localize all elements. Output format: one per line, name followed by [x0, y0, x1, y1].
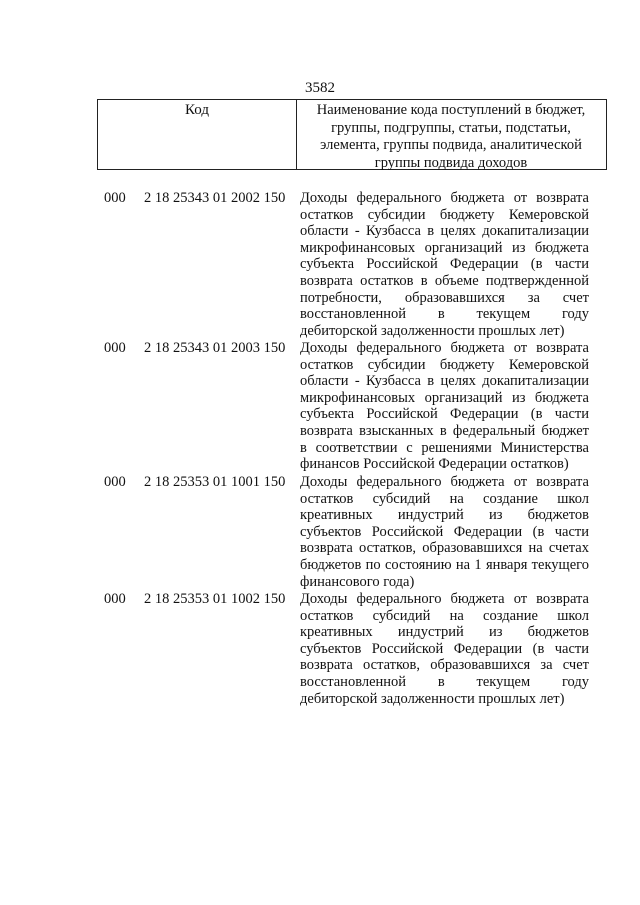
description-line: креативных индустрий из бюджетов	[300, 507, 589, 524]
description-line: Доходы федерального бюджета от возврата	[300, 474, 589, 490]
description-line: области - Кузбасса в целях докапитализации	[300, 223, 589, 240]
revenue-description	[300, 474, 589, 590]
description-line: в соответствии с решениями Министерства	[300, 439, 589, 456]
header-code: Код	[185, 102, 209, 118]
description-line: дебиторской задолженности прошлых лет)	[300, 322, 565, 339]
description-line: возврата остатков в объеме подтвержденной	[300, 272, 589, 289]
description-line: субъектов Российской Федерации (в части	[300, 523, 589, 540]
header-divider	[296, 100, 297, 169]
header-name-line: элемента, группы подвида, аналитической	[320, 137, 582, 153]
description-line: дебиторской задолженности прошлых лет)	[300, 690, 565, 707]
revenue-description	[300, 340, 589, 473]
admin-code: 000	[104, 340, 126, 356]
description-line: возврата взысканных в федеральный бюджет	[300, 422, 589, 439]
admin-code: 000	[104, 190, 126, 206]
description-line: финансов Российской Федерации остатков)	[300, 456, 569, 473]
description-line: потребности, образовавшихся за счет	[300, 289, 589, 306]
description-line: креативных индустрий из бюджетов	[300, 624, 589, 641]
revenue-code: 2 18 25353 01 1001 150	[144, 474, 286, 490]
description-line: Доходы федерального бюджета от возврата	[300, 190, 589, 206]
description-line: восстановленной в текущем году	[300, 673, 589, 690]
revenue-code: 2 18 25343 01 2003 150	[144, 340, 286, 356]
description-line: восстановленной в текущем году	[300, 306, 589, 323]
description-line: остатков субсидий на создание школ	[300, 607, 589, 624]
description-line: остатков субсидии бюджету Кемеровской	[300, 356, 589, 373]
header-name-line: группы, подгруппы, статьи, подстатьи,	[331, 119, 571, 136]
admin-code: 000	[104, 474, 126, 490]
revenue-code: 2 18 25353 01 1002 150	[144, 591, 286, 607]
description-line: микрофинансовых организаций из бюджета	[300, 389, 589, 406]
description-line: возврата остатков, образовавшихся за счет	[300, 657, 589, 674]
description-line: области - Кузбасса в целях докапитализации	[300, 373, 589, 390]
description-line: Доходы федерального бюджета от возврата	[300, 340, 589, 356]
description-line: субъекта Российской Федерации (в части	[300, 256, 589, 273]
description-line: Доходы федерального бюджета от возврата	[300, 591, 589, 607]
description-line: возврата остатков, образовавшихся на счетах	[300, 540, 589, 557]
description-line: субъекта Российской Федерации (в части	[300, 406, 589, 423]
table-header	[97, 99, 607, 170]
revenue-description	[300, 190, 589, 339]
revenue-description	[300, 591, 589, 707]
description-line: бюджетов по состоянию на 1 января текущего	[300, 556, 589, 573]
description-line: остатков субсидий на создание школ	[300, 490, 589, 507]
header-name	[301, 102, 601, 172]
admin-code: 000	[104, 591, 126, 607]
description-line: остатков субсидии бюджету Кемеровской	[300, 206, 589, 223]
description-line: субъектов Российской Федерации (в части	[300, 640, 589, 657]
description-line: микрофинансовых организаций из бюджета	[300, 239, 589, 256]
page-number: 3582	[305, 80, 335, 96]
header-name-line: Наименование кода поступлений в бюджет,	[316, 102, 586, 118]
description-line: финансового года)	[300, 573, 415, 590]
revenue-code: 2 18 25343 01 2002 150	[144, 190, 286, 206]
header-name-line: группы подвида доходов	[374, 154, 528, 171]
